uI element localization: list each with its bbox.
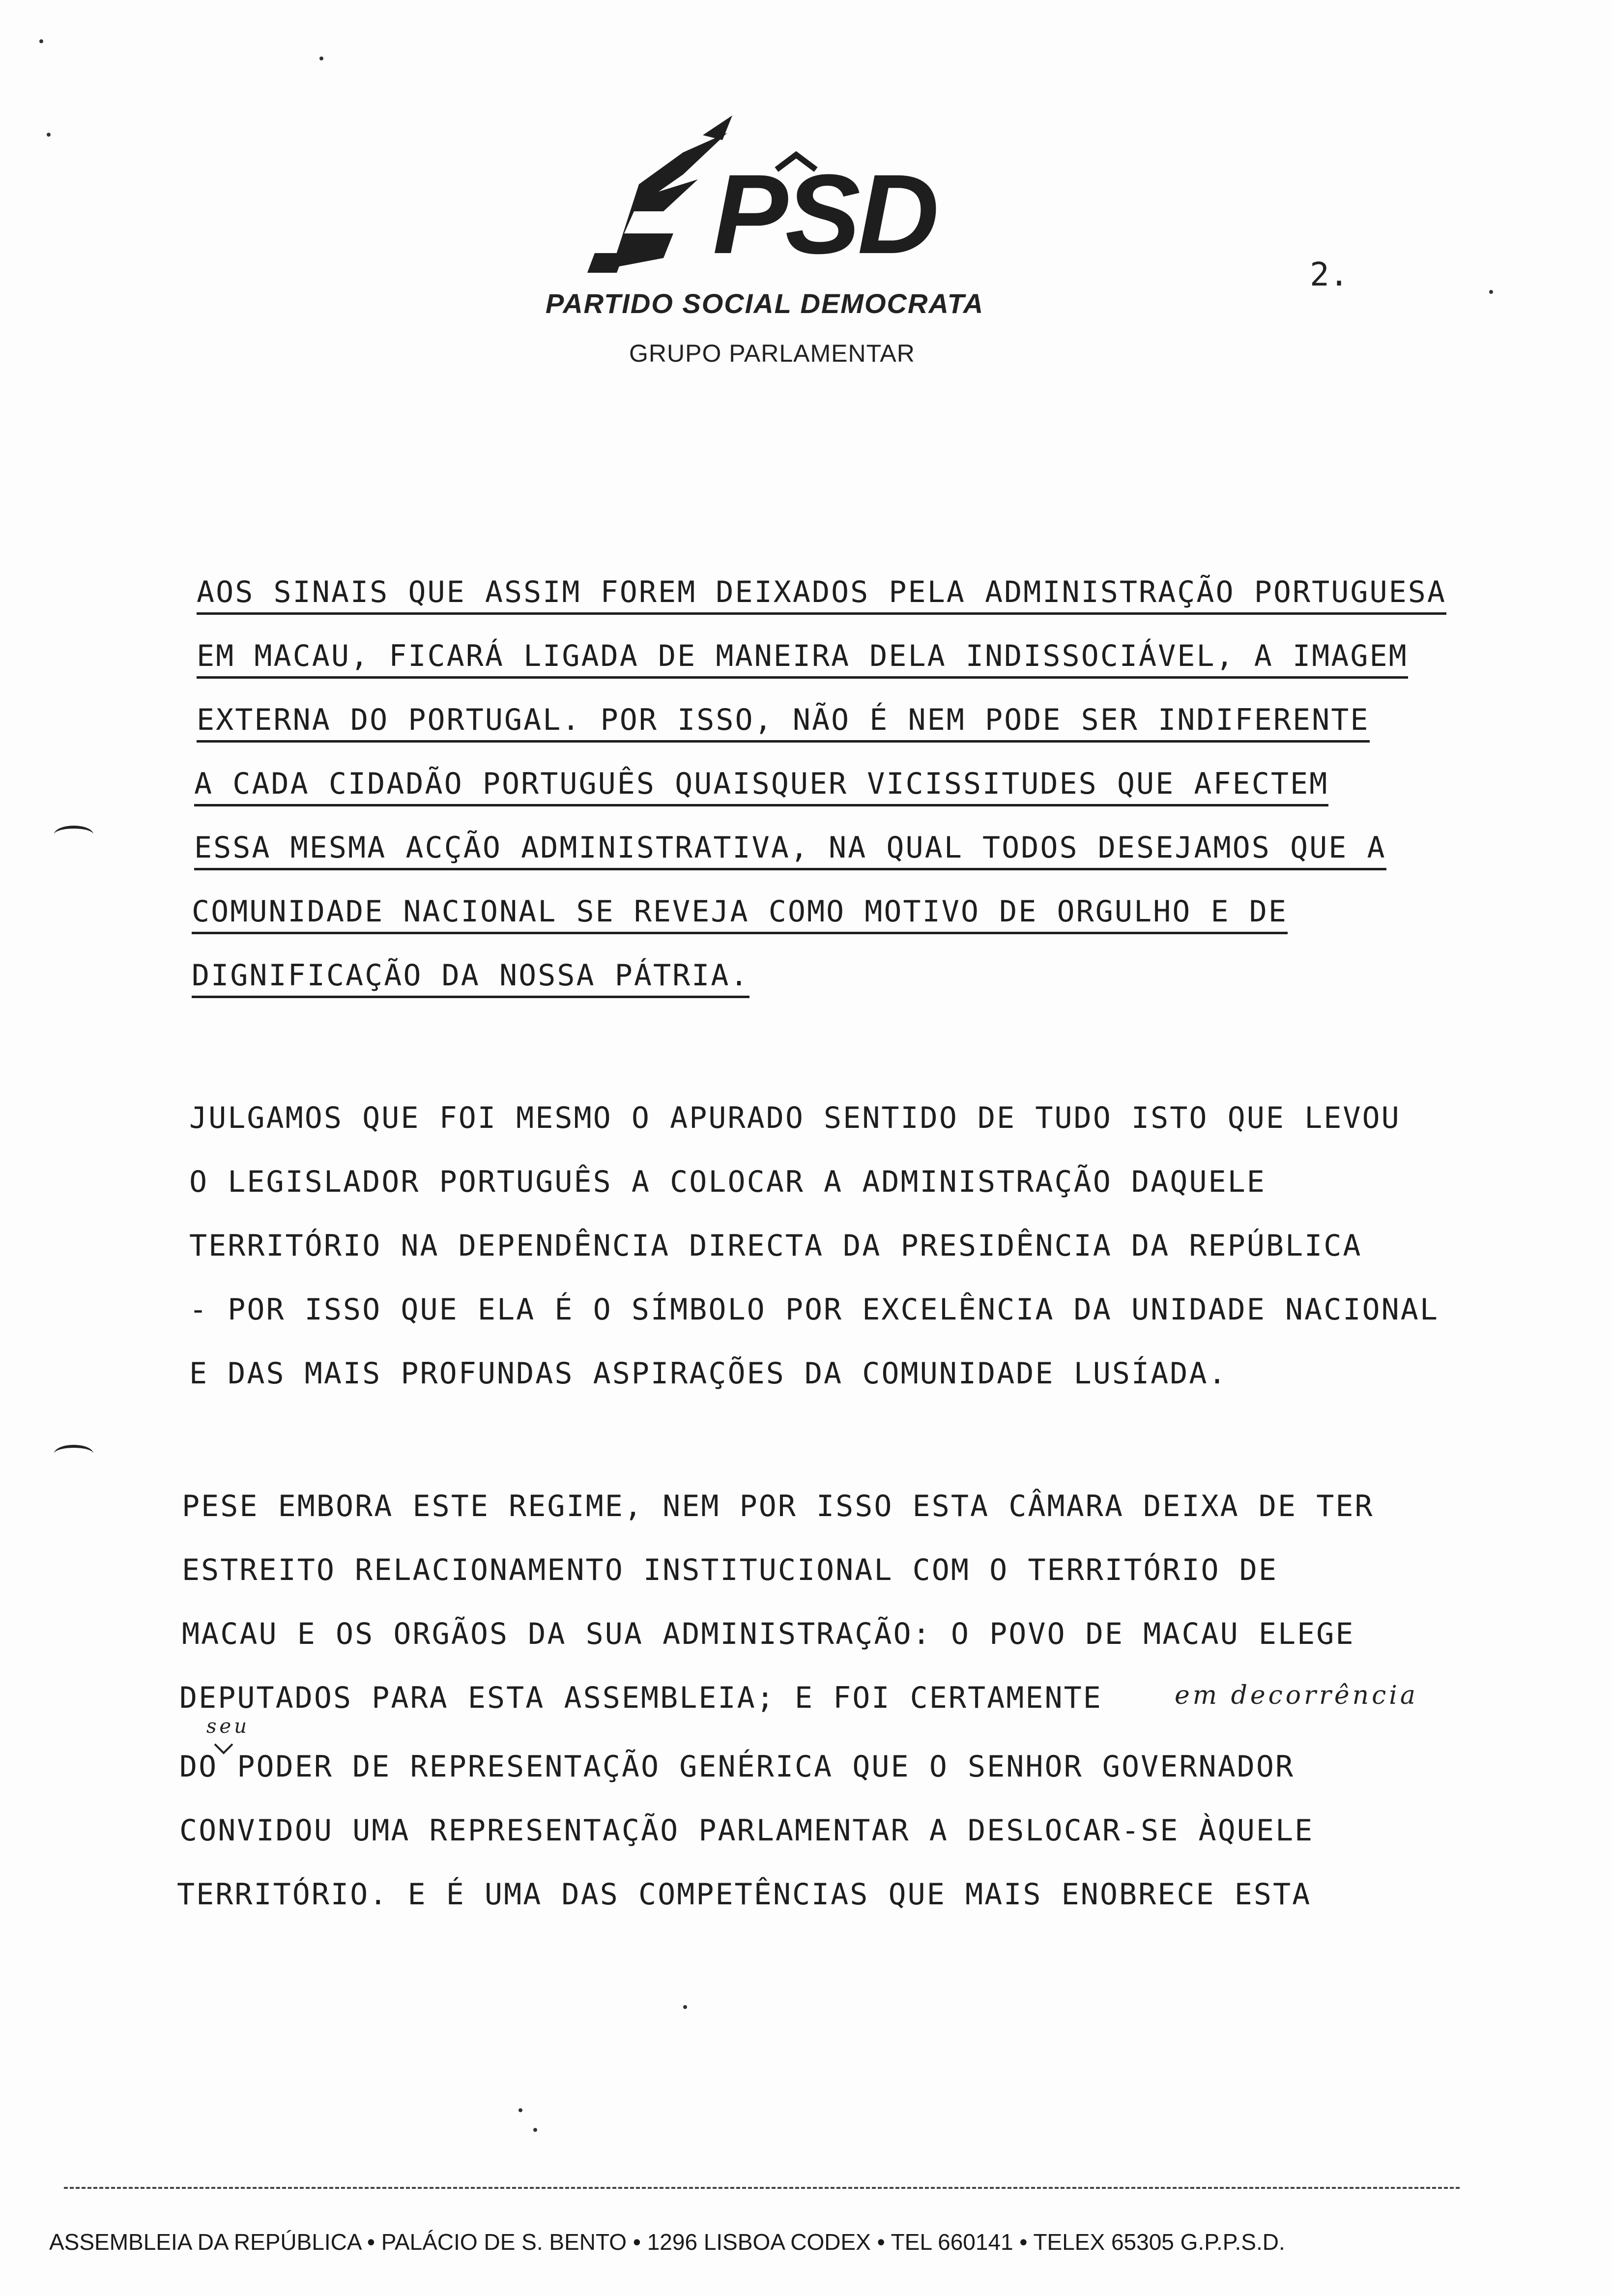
paragraph-2-line: - POR ISSO QUE ELA É O SÍMBOLO POR EXCELÊNCIA DA UNIDADE NACIONAL (189, 1292, 1439, 1327)
paragraph-1-line: EXTERNA DO PORTUGAL. POR ISSO, NÃO É NEM PODE SER INDIFERENTE (197, 703, 1370, 743)
paragraph-3-line: DEPUTADOS PARA ESTA ASSEMBLEIA; E FOI CERTAMENTE (179, 1681, 1102, 1715)
speck (1489, 290, 1493, 294)
party-name: PARTIDO SOCIAL DEMOCRATA (546, 288, 984, 319)
handwritten-insertion: em decorrência (1175, 1681, 1418, 1710)
insertion-caret-icon (214, 1742, 233, 1755)
paragraph-1-line: COMUNIDADE NACIONAL SE REVEJA COMO MOTIVO DE ORGULHO E DE (192, 894, 1288, 934)
margin-mark (54, 1445, 93, 1463)
speck (47, 133, 51, 137)
page-number: 2. (1310, 256, 1349, 293)
paragraph-1-line: DIGNIFICAÇÃO DA NOSSA PÁTRIA. (192, 958, 749, 998)
margin-mark (54, 826, 93, 843)
paragraph-3-line: ESTREITO RELACIONAMENTO INSTITUCIONAL COM O TERRITÓRIO DE (182, 1553, 1278, 1587)
paragraph-2-line: E DAS MAIS PROFUNDAS ASPIRAÇÕES DA COMUNIDADE LUSÍADA. (189, 1356, 1228, 1391)
speck (533, 2128, 537, 2132)
paragraph-3-line: TERRITÓRIO. E É UMA DAS COMPETÊNCIAS QUE MAIS ENOBRECE ESTA (177, 1877, 1312, 1912)
footer-address: ASSEMBLEIA DA REPÚBLICA • PALÁCIO DE S. BENTO • 1296 LISBOA CODEX • TEL 660141 • TELEX 65305 G.P.P.S.D. (49, 2229, 1285, 2255)
paragraph-3-line: CONVIDOU UMA REPRESENTAÇÃO PARLAMENTAR A DESLOCAR-SE ÀQUELE (179, 1813, 1314, 1848)
footer-rule (64, 2187, 1460, 2189)
psd-logo (565, 106, 1037, 302)
group-name: GRUPO PARLAMENTAR (629, 340, 915, 367)
paragraph-1-line: ESSA MESMA ACÇÃO ADMINISTRATIVA, NA QUAL TODOS DESEJAMOS QUE A (194, 831, 1386, 870)
paragraph-1-line: EM MACAU, FICARÁ LIGADA DE MANEIRA DELA INDISSOCIÁVEL, A IMAGEM (197, 639, 1408, 679)
paragraph-1-line: AOS SINAIS QUE ASSIM FOREM DEIXADOS PELA ADMINISTRAÇÃO PORTUGUESA (197, 575, 1446, 615)
paragraph-3-line: MACAU E OS ORGÃOS DA SUA ADMINISTRAÇÃO: O POVO DE MACAU ELEGE (182, 1617, 1355, 1651)
handwritten-caret-note: seu (206, 1715, 250, 1738)
speck (39, 39, 43, 43)
paragraph-2-line: TERRITÓRIO NA DEPENDÊNCIA DIRECTA DA PRESIDÊNCIA DA REPÚBLICA (189, 1229, 1362, 1263)
paragraph-1-line: A CADA CIDADÃO PORTUGUÊS QUAISQUER VICISSITUDES QUE AFECTEM (194, 767, 1328, 806)
speck (683, 2005, 687, 2009)
logo-text: PSD (713, 151, 936, 277)
paragraph-2-line: O LEGISLADOR PORTUGUÊS A COLOCAR A ADMINISTRAÇÃO DAQUELE (189, 1165, 1266, 1199)
speck (518, 2108, 522, 2112)
paragraph-3-line: PESE EMBORA ESTE REGIME, NEM POR ISSO ESTA CÂMARA DEIXA DE TER (182, 1489, 1374, 1523)
speck (319, 57, 323, 60)
paragraph-2-line: JULGAMOS QUE FOI MESMO O APURADO SENTIDO DE TUDO ISTO QUE LEVOU (189, 1101, 1401, 1135)
paragraph-3-line: DO PODER DE REPRESENTAÇÃO GENÉRICA QUE O SENHOR GOVERNADOR (179, 1750, 1295, 1784)
